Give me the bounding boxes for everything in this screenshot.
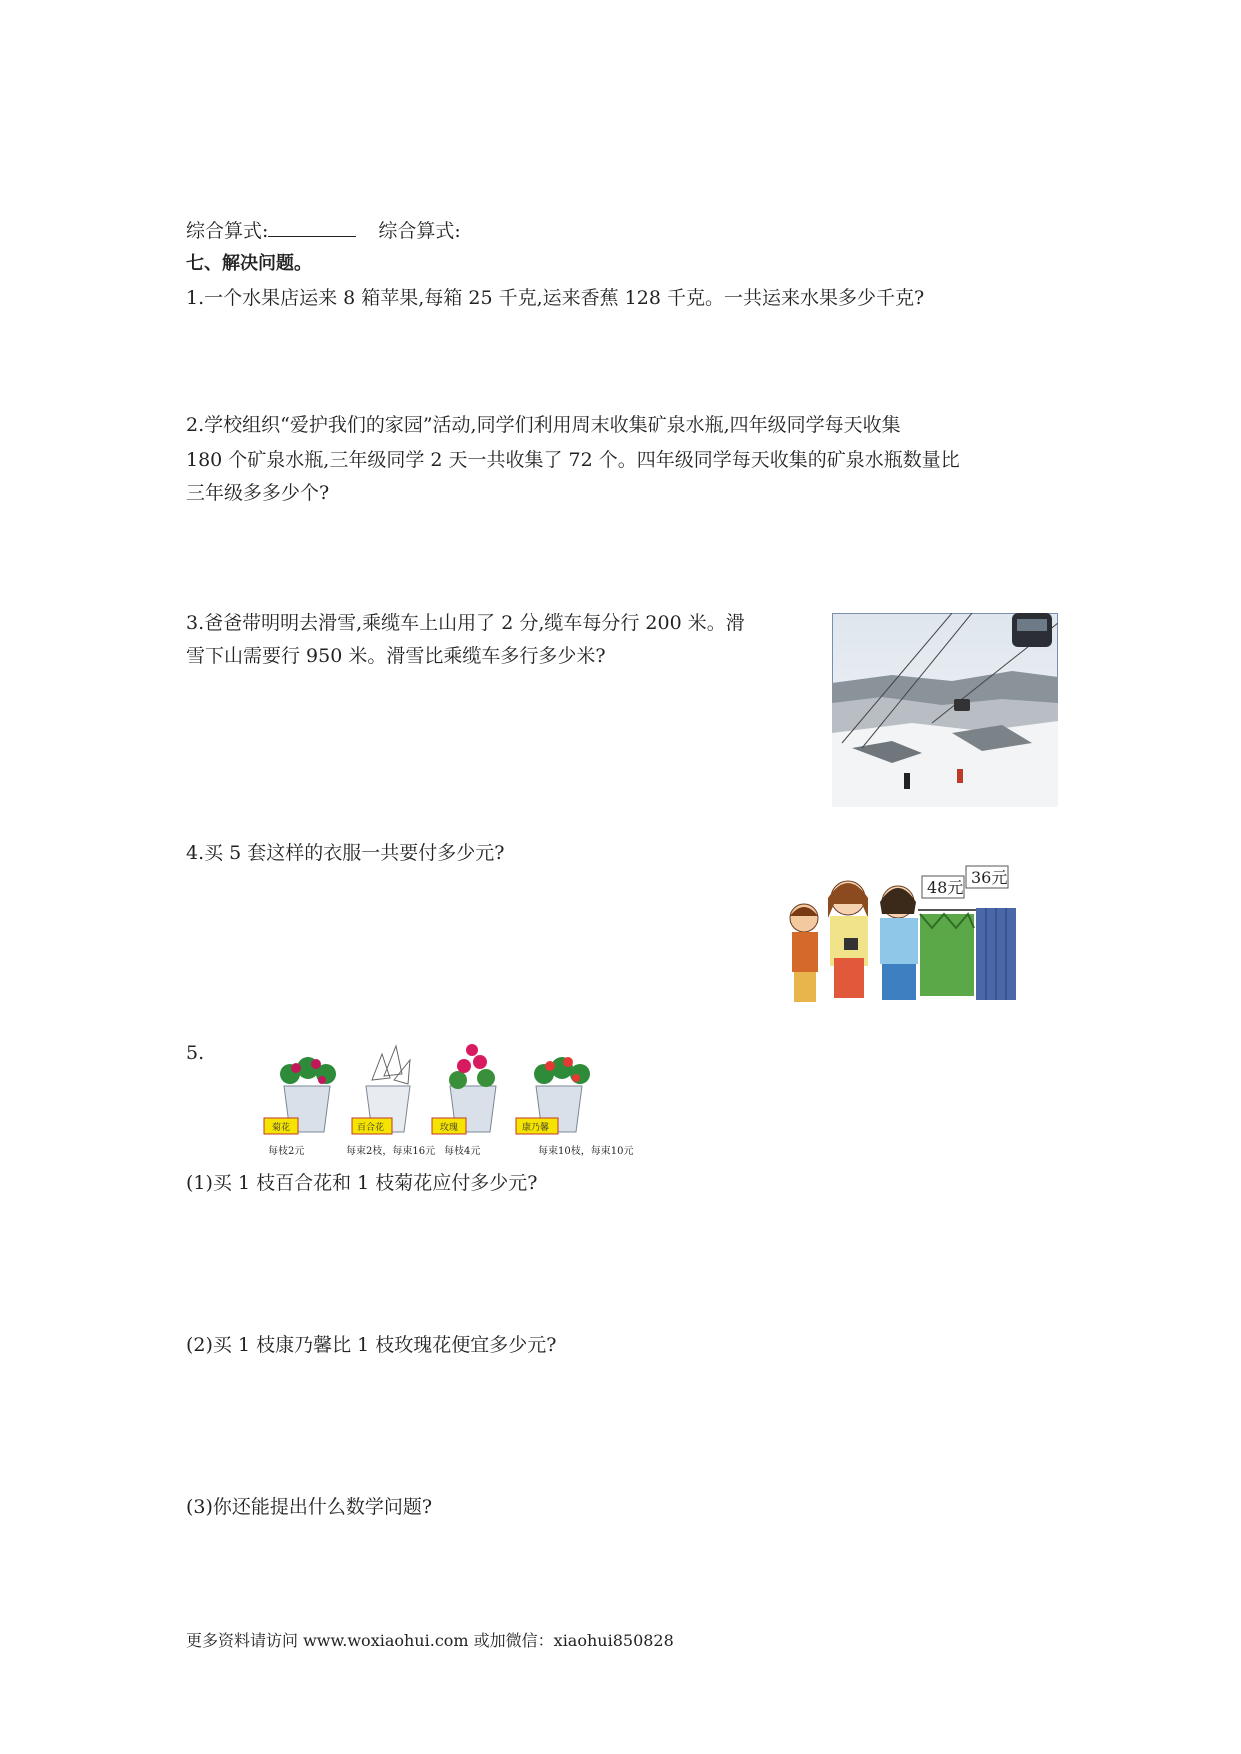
problem-2-line-1: 2.学校组织“爱护我们的家园”活动,同学们利用周末收集矿泉水瓶,四年级同学每天收集 xyxy=(186,414,901,436)
problem-2-line-2: 180 个矿泉水瓶,三年级同学 2 天一共收集了 72 个。四年级同学每天收集的矿泉水瓶数量比 xyxy=(186,449,960,471)
formula-line xyxy=(186,216,461,247)
problem-3-line-1: 3.爸爸带明明去滑雪,乘缆车上山用了 2 分,缆车每分行 200 米。滑 xyxy=(186,612,745,634)
problem-5: 5. xyxy=(186,1042,205,1064)
flower-price-1: 每枝2元 xyxy=(268,1146,305,1157)
answer-blank[interactable] xyxy=(268,218,356,237)
formula-label-1: 综合算式: xyxy=(186,220,269,242)
flower-pot-lily xyxy=(346,1046,435,1157)
formula-label-2: 综合算式: xyxy=(378,220,461,242)
clothes-price-1: 48元 xyxy=(927,878,964,897)
flower-pot-rose xyxy=(432,1044,496,1157)
flower-name-1: 菊花 xyxy=(272,1123,291,1133)
flowers-picture xyxy=(260,1040,652,1162)
problem-3-line-2: 雪下山需要行 950 米。滑雪比乘缆车多行多少米? xyxy=(186,645,606,667)
section-title: 七、解决问题。 xyxy=(186,253,312,274)
problem-4: 4.买 5 套这样的衣服一共要付多少元? xyxy=(186,842,505,864)
clothes-price-2: 36元 xyxy=(971,868,1008,887)
ski-lift-picture xyxy=(832,613,1058,807)
clothes-shopping-picture xyxy=(782,858,1020,1008)
flower-name-2: 百合花 xyxy=(357,1123,385,1133)
problem-5-question-2: (2)买 1 枝康乃馨比 1 枝玫瑰花便宜多少元? xyxy=(186,1334,557,1356)
flower-price-3: 每枝4元 xyxy=(444,1146,481,1157)
flower-pot-chrysanthemum xyxy=(264,1057,336,1157)
flower-name-3: 玫瑰 xyxy=(440,1123,459,1133)
problem-5-question-3: (3)你还能提出什么数学问题? xyxy=(186,1496,433,1518)
flower-pot-carnation xyxy=(516,1057,633,1157)
problem-1: 1.一个水果店运来 8 箱苹果,每箱 25 千克,运来香蕉 128 千克。一共运来水果多少千克? xyxy=(186,287,925,309)
problem-5-question-1: (1)买 1 枝百合花和 1 枝菊花应付多少元? xyxy=(186,1172,538,1194)
flower-price-2: 每束2枝，每束16元 xyxy=(346,1146,436,1157)
flower-price-4: 每束10枝，每束10元 xyxy=(538,1146,634,1157)
flower-name-4: 康乃馨 xyxy=(522,1123,550,1133)
footer: 更多资料请访问 www.woxiaohui.com 或加微信：xiaohui850828 xyxy=(186,1631,674,1650)
problem-2-line-3: 三年级多多少个? xyxy=(186,482,330,504)
